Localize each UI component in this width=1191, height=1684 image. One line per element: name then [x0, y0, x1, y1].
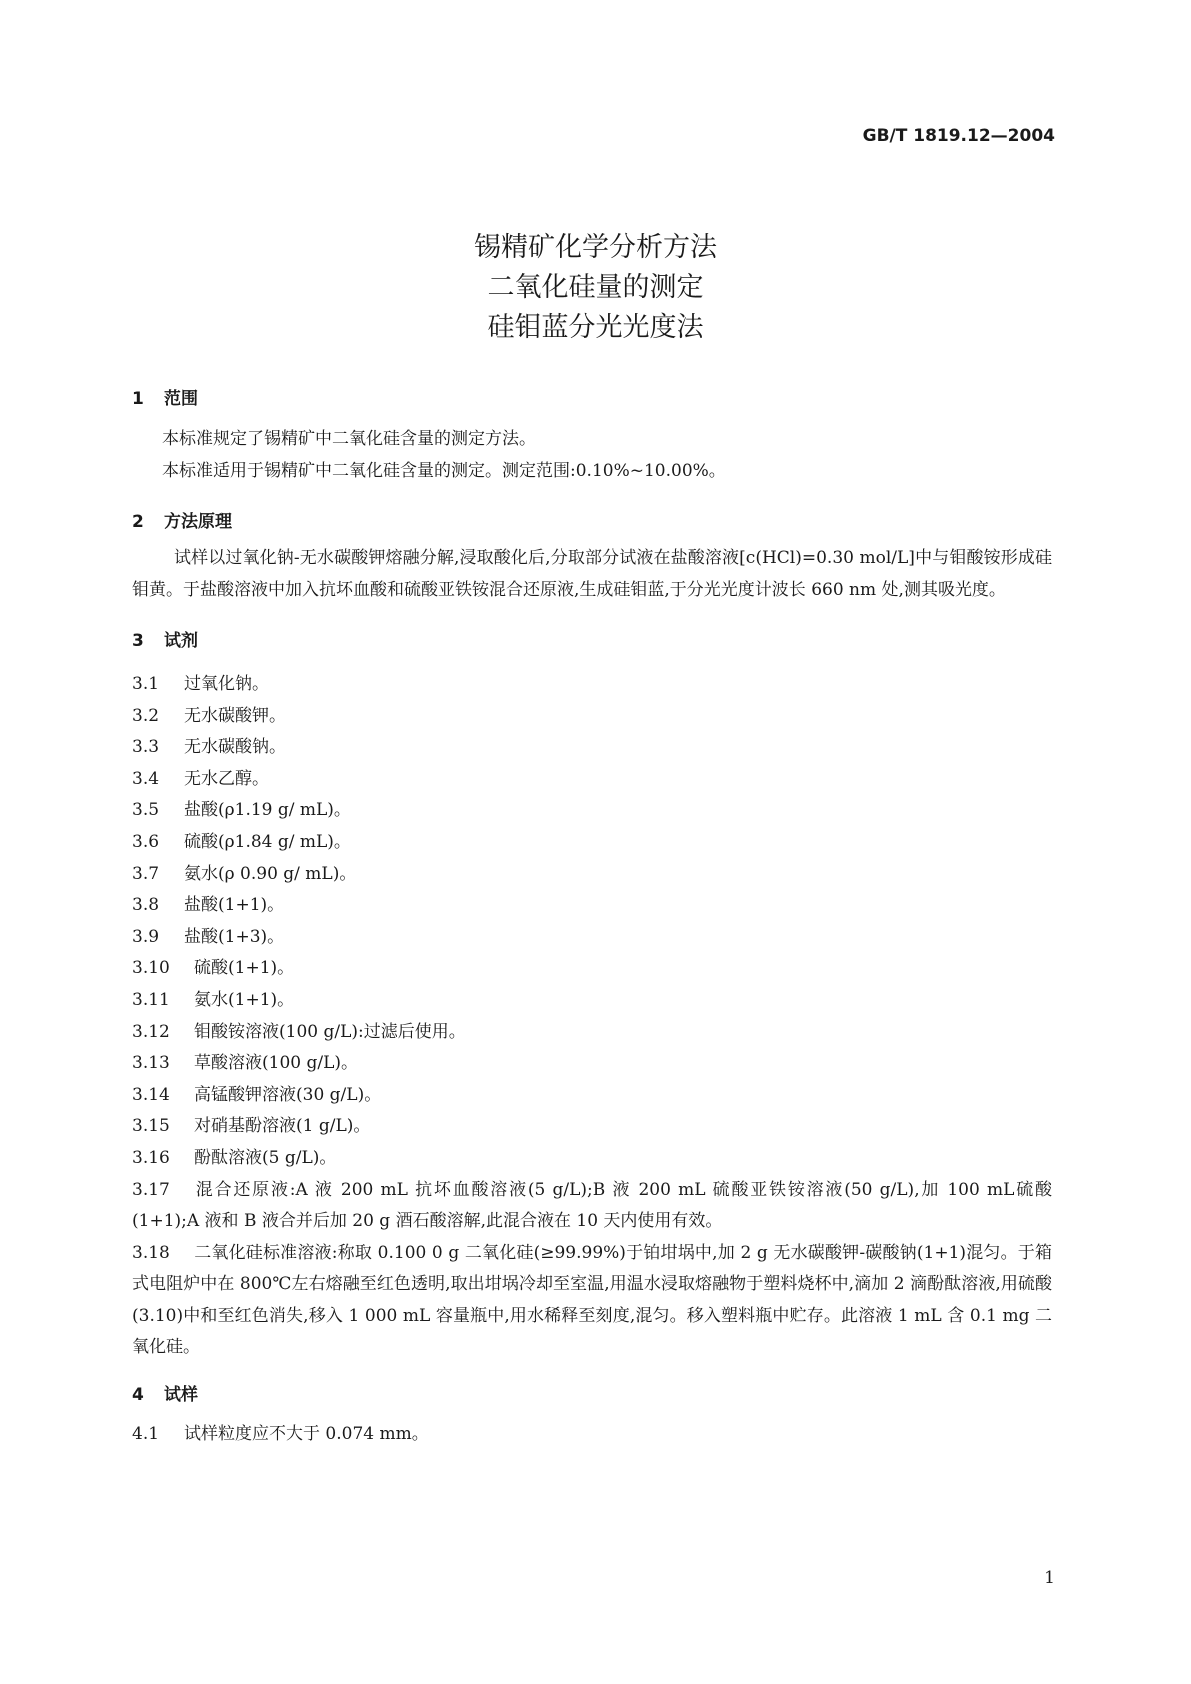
reagent-list — [132, 669, 1052, 1364]
document-body — [132, 389, 1052, 1451]
list-item: 3.5 盐酸(ρ1.19 g/ mL)。 — [132, 800, 351, 821]
section-title: 范围 — [164, 389, 198, 409]
list-item: 3.15 对硝基酚溶液(1 g/L)。 — [132, 1116, 371, 1137]
list-item: 3.2 无水碳酸钾。 — [132, 705, 286, 726]
section-title: 方法原理 — [164, 512, 232, 532]
section-number: 2 — [132, 512, 144, 532]
section-heading-scope — [132, 384, 1052, 409]
title-line: 硅钼蓝分光光度法 — [487, 312, 704, 343]
section-number: 4 — [132, 1385, 144, 1406]
document-title — [0, 228, 1191, 348]
section-heading-sample — [132, 1380, 1052, 1405]
section-heading-reagents — [132, 626, 1052, 651]
list-item: 3.18 二氧化硅标准溶液:称取 0.100 0 g 二氧化硅(≥99.99%)于铂坩埚中,加 2 g 无水碳酸钾-碳酸钠(1+1)混匀。于箱式电阻炉中在 800℃左右熔融至红色透明,取出坩埚冷却至室温,用温水浸取熔融物于塑料烧杯中,滴加 2 滴酚酞溶液,用硫酸(3.10)中和至红色消失,移入 1 000 mL 容量瓶中,用水稀释至刻度,混匀。移入塑料瓶中贮存。此溶液 1 mL 含 0.1 mg 二氧化硅。 — [132, 1242, 1052, 1358]
paragraph: 本标准适用于锡精矿中二氧化硅含量的测定。测定范围:0.10%~10.00%。 — [162, 461, 726, 481]
list-item: 3.6 硫酸(ρ1.84 g/ mL)。 — [132, 831, 351, 852]
section-title: 试样 — [164, 1385, 198, 1406]
section-heading-principle — [132, 507, 1052, 532]
title-line: 锡精矿化学分析方法 — [474, 232, 717, 263]
section-number: 3 — [132, 631, 144, 651]
standard-number: GB/T 1819.12—2004 — [862, 126, 1055, 146]
list-item: 3.14 高锰酸钾溶液(30 g/L)。 — [132, 1084, 382, 1105]
list-item: 3.8 盐酸(1+1)。 — [132, 895, 285, 916]
section-number: 1 — [132, 389, 144, 409]
list-item: 3.12 钼酸铵溶液(100 g/L):过滤后使用。 — [132, 1021, 466, 1042]
list-item: 3.9 盐酸(1+3)。 — [132, 926, 285, 947]
list-item: 3.10 硫酸(1+1)。 — [132, 958, 295, 979]
paragraph: 本标准规定了锡精矿中二氧化硅含量的测定方法。 — [162, 429, 536, 449]
list-item: 3.7 氨水(ρ 0.90 g/ mL)。 — [132, 863, 357, 884]
sample-list — [132, 1419, 1052, 1451]
list-item: 3.11 氨水(1+1)。 — [132, 989, 295, 1010]
title-line: 二氧化硅量的测定 — [487, 272, 704, 303]
list-item: 3.1 过氧化钠。 — [132, 674, 269, 694]
list-item: 4.1 试样粒度应不大于 0.074 mm。 — [132, 1424, 429, 1445]
paragraph: 试样以过氧化钠-无水碳酸钾熔融分解,浸取酸化后,分取部分试液在盐酸溶液[c(HCl)=0.30 mol/L]中与钼酸铵形成硅钼黄。于盐酸溶液中加入抗坏血酸和硫酸亚铁铵混合还原液,生成硅钼蓝,于分光光度计波长 660 nm 处,测其吸光度。 — [132, 548, 1052, 600]
list-item: 3.13 草酸溶液(100 g/L)。 — [132, 1053, 359, 1074]
page-number: 1 — [1044, 1568, 1055, 1588]
list-item: 3.16 酚酞溶液(5 g/L)。 — [132, 1147, 337, 1168]
list-item: 3.4 无水乙醇。 — [132, 768, 269, 789]
section-title: 试剂 — [164, 631, 198, 651]
list-item: 3.17 混合还原液:A 液 200 mL 抗坏血酸溶液(5 g/L);B 液 200 mL 硫酸亚铁铵溶液(50 g/L),加 100 mL硫酸(1+1);A 液和 B 液合并后加 20 g 酒石酸溶解,此混合液在 10 天内使用有效。 — [132, 1179, 1052, 1232]
list-item: 3.3 无水碳酸钠。 — [132, 737, 286, 758]
